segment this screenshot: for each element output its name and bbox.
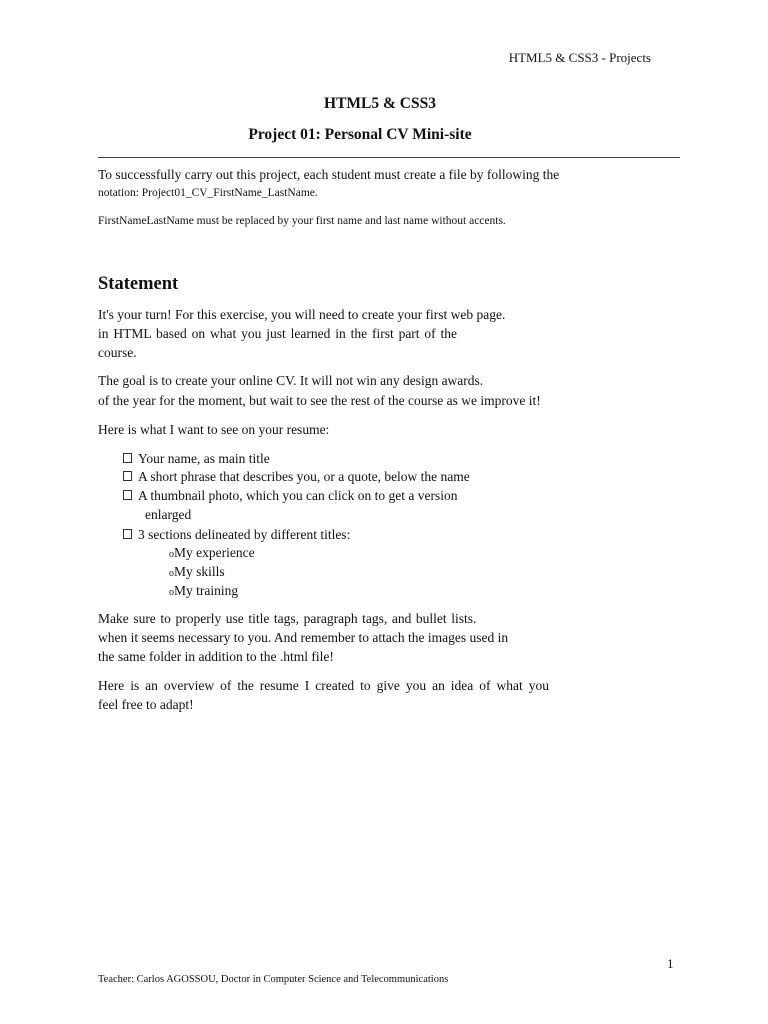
intro-line-2: notation: Project01_CV_FirstName_LastName. [98, 187, 318, 199]
p1-line-1: It's your turn! For this exercise, you will need to create your first web page. [98, 307, 506, 322]
p2-line-1: The goal is to create your online CV. It will not win any design awards. [98, 373, 484, 388]
sub-list-item [169, 564, 225, 580]
p5-line-1: Here is an overview of the resume I created to give you an idea of what you [98, 678, 549, 693]
sub-list-item [169, 545, 255, 561]
p4-line-3: the same folder in addition to the .html file! [98, 649, 334, 664]
list-item [123, 469, 470, 485]
sub-bullet-text: My skills [174, 564, 225, 579]
list-item [123, 451, 270, 467]
page-number: 1 [667, 956, 674, 971]
circle-bullet-icon: o [169, 587, 174, 598]
footer-teacher: Teacher: Carlos AGOSSOU, Doctor in Computer Science and Telecommunications [98, 974, 449, 985]
bullet-text: A thumbnail photo, which you can click on to get a version [138, 488, 458, 503]
running-header: HTML5 & CSS3 - Projects [508, 50, 651, 65]
sub-bullet-text: My experience [174, 545, 255, 560]
title-divider [98, 157, 680, 158]
checkbox-bullet-icon [123, 529, 132, 539]
p1-line-3: course. [98, 345, 137, 360]
sub-list-item [169, 583, 238, 599]
sub-bullet-text: My training [174, 583, 239, 598]
checkbox-bullet-icon [123, 471, 132, 481]
project-title-text: Project 01: Personal CV Mini-site [248, 126, 472, 143]
project-title [0, 126, 768, 144]
bullet-text: A short phrase that describes you, or a quote, below the name [138, 469, 470, 484]
list-item [123, 488, 457, 504]
statement-heading: Statement [98, 274, 179, 294]
intro-line-1: To successfully carry out this project, each student must create a file by following the [98, 167, 560, 182]
bullet-text: Your name, as main title [138, 451, 270, 466]
p4-line-1: Make sure to properly use title tags, paragraph tags, and bullet lists. [98, 611, 477, 626]
p1-line-2: in HTML based on what you just learned in the first part of the [98, 326, 458, 341]
course-title [0, 95, 768, 113]
p3-line: Here is what I want to see on your resume: [98, 422, 330, 437]
p2-line-2: of the year for the moment, but wait to see the rest of the course as we improve it! [98, 393, 541, 408]
list-item [123, 527, 350, 543]
checkbox-bullet-icon [123, 453, 132, 463]
circle-bullet-icon: o [169, 568, 174, 579]
p4-line-2: when it seems necessary to you. And remember to attach the images used in [98, 630, 509, 645]
circle-bullet-icon: o [169, 549, 174, 560]
p5-line-2: feel free to adapt! [98, 697, 194, 712]
course-title-text: HTML5 & CSS3 [324, 95, 436, 112]
bullet-continuation: enlarged [145, 507, 192, 522]
bullet-text: 3 sections delineated by different titles: [138, 527, 351, 542]
intro-line-3: FirstNameLastName must be replaced by your first name and last name without accents. [98, 215, 506, 227]
checkbox-bullet-icon [123, 490, 132, 500]
